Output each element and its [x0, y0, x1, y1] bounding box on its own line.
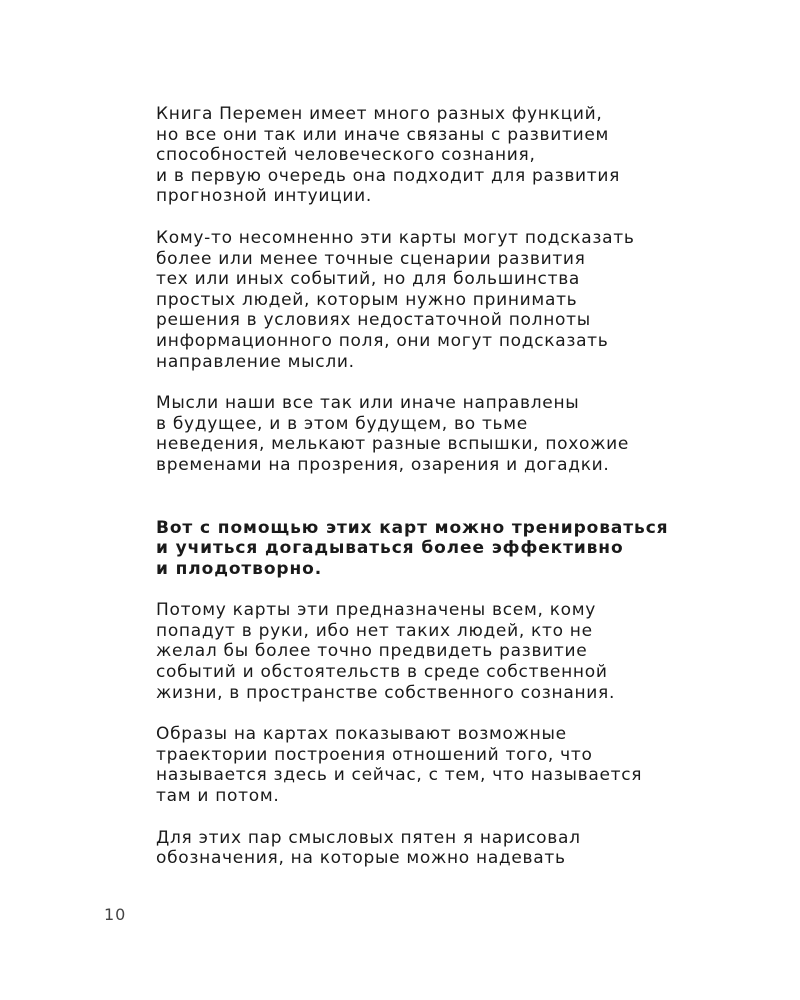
- text-line: простых людей, которым нужно принимать: [156, 289, 578, 310]
- paragraph-6: [156, 724, 756, 806]
- paragraph-3: [156, 393, 756, 475]
- text-line: попадут в руки, ибо нет таких людей, кто не: [156, 620, 593, 641]
- paragraph-7: [156, 828, 756, 869]
- text-line: временами на прозрения, озарения и догадки.: [156, 454, 610, 475]
- text-line: там и потом.: [156, 786, 280, 807]
- text-line: событий и обстоятельств в среде собственной: [156, 662, 608, 683]
- text-line: способностей человеческого сознания,: [156, 145, 536, 166]
- text-line: но все они так или иначе связаны с развитием: [156, 124, 610, 145]
- text-line: неведения, мелькают разные вспышки, похожие: [156, 434, 630, 455]
- page-number: 10: [104, 905, 127, 924]
- paragraph-4-emphasis: [156, 518, 756, 580]
- text-line: Мысли наши все так или иначе направлены: [156, 393, 580, 414]
- text-line: в будущее, и в этом будущем, во тьме: [156, 413, 528, 434]
- text-line: и плодотворно.: [156, 558, 323, 579]
- paragraph-2: [156, 228, 756, 372]
- page-body: [156, 104, 756, 890]
- text-line: тех или иных событий, но для большинства: [156, 269, 581, 290]
- text-line: называется здесь и сейчас, с тем, что называется: [156, 765, 643, 786]
- paragraph-5: [156, 600, 756, 703]
- text-line: Вот с помощью этих карт можно тренироваться: [156, 517, 669, 538]
- text-line: прогнозной интуиции.: [156, 186, 373, 207]
- text-line: информационного поля, они могут подсказать: [156, 330, 609, 351]
- text-line: Книга Перемен имеет много разных функций,: [156, 104, 603, 124]
- text-line: желал бы более точно предвидеть развитие: [156, 641, 588, 662]
- text-line: направление мысли.: [156, 351, 355, 372]
- text-line: Для этих пар смысловых пятен я нарисовал: [156, 827, 581, 848]
- text-line: решения в условиях недостаточной полноты: [156, 310, 591, 331]
- paragraph-1: [156, 104, 756, 207]
- text-line: жизни, в пространстве собственного сознания.: [156, 682, 616, 703]
- text-line: и в первую очередь она подходит для развития: [156, 165, 621, 186]
- text-line: Потому карты эти предназначены всем, кому: [156, 600, 597, 621]
- text-line: обозначения, на которые можно надевать: [156, 848, 566, 869]
- text-line: Образы на картах показывают возможные: [156, 724, 567, 745]
- text-line: и учиться догадываться более эффективно: [156, 538, 624, 559]
- text-line: Кому-то несомненно эти карты могут подсказать: [156, 227, 635, 248]
- text-line: траектории построения отношений того, что: [156, 744, 593, 765]
- text-line: более или менее точные сценарии развития: [156, 248, 586, 269]
